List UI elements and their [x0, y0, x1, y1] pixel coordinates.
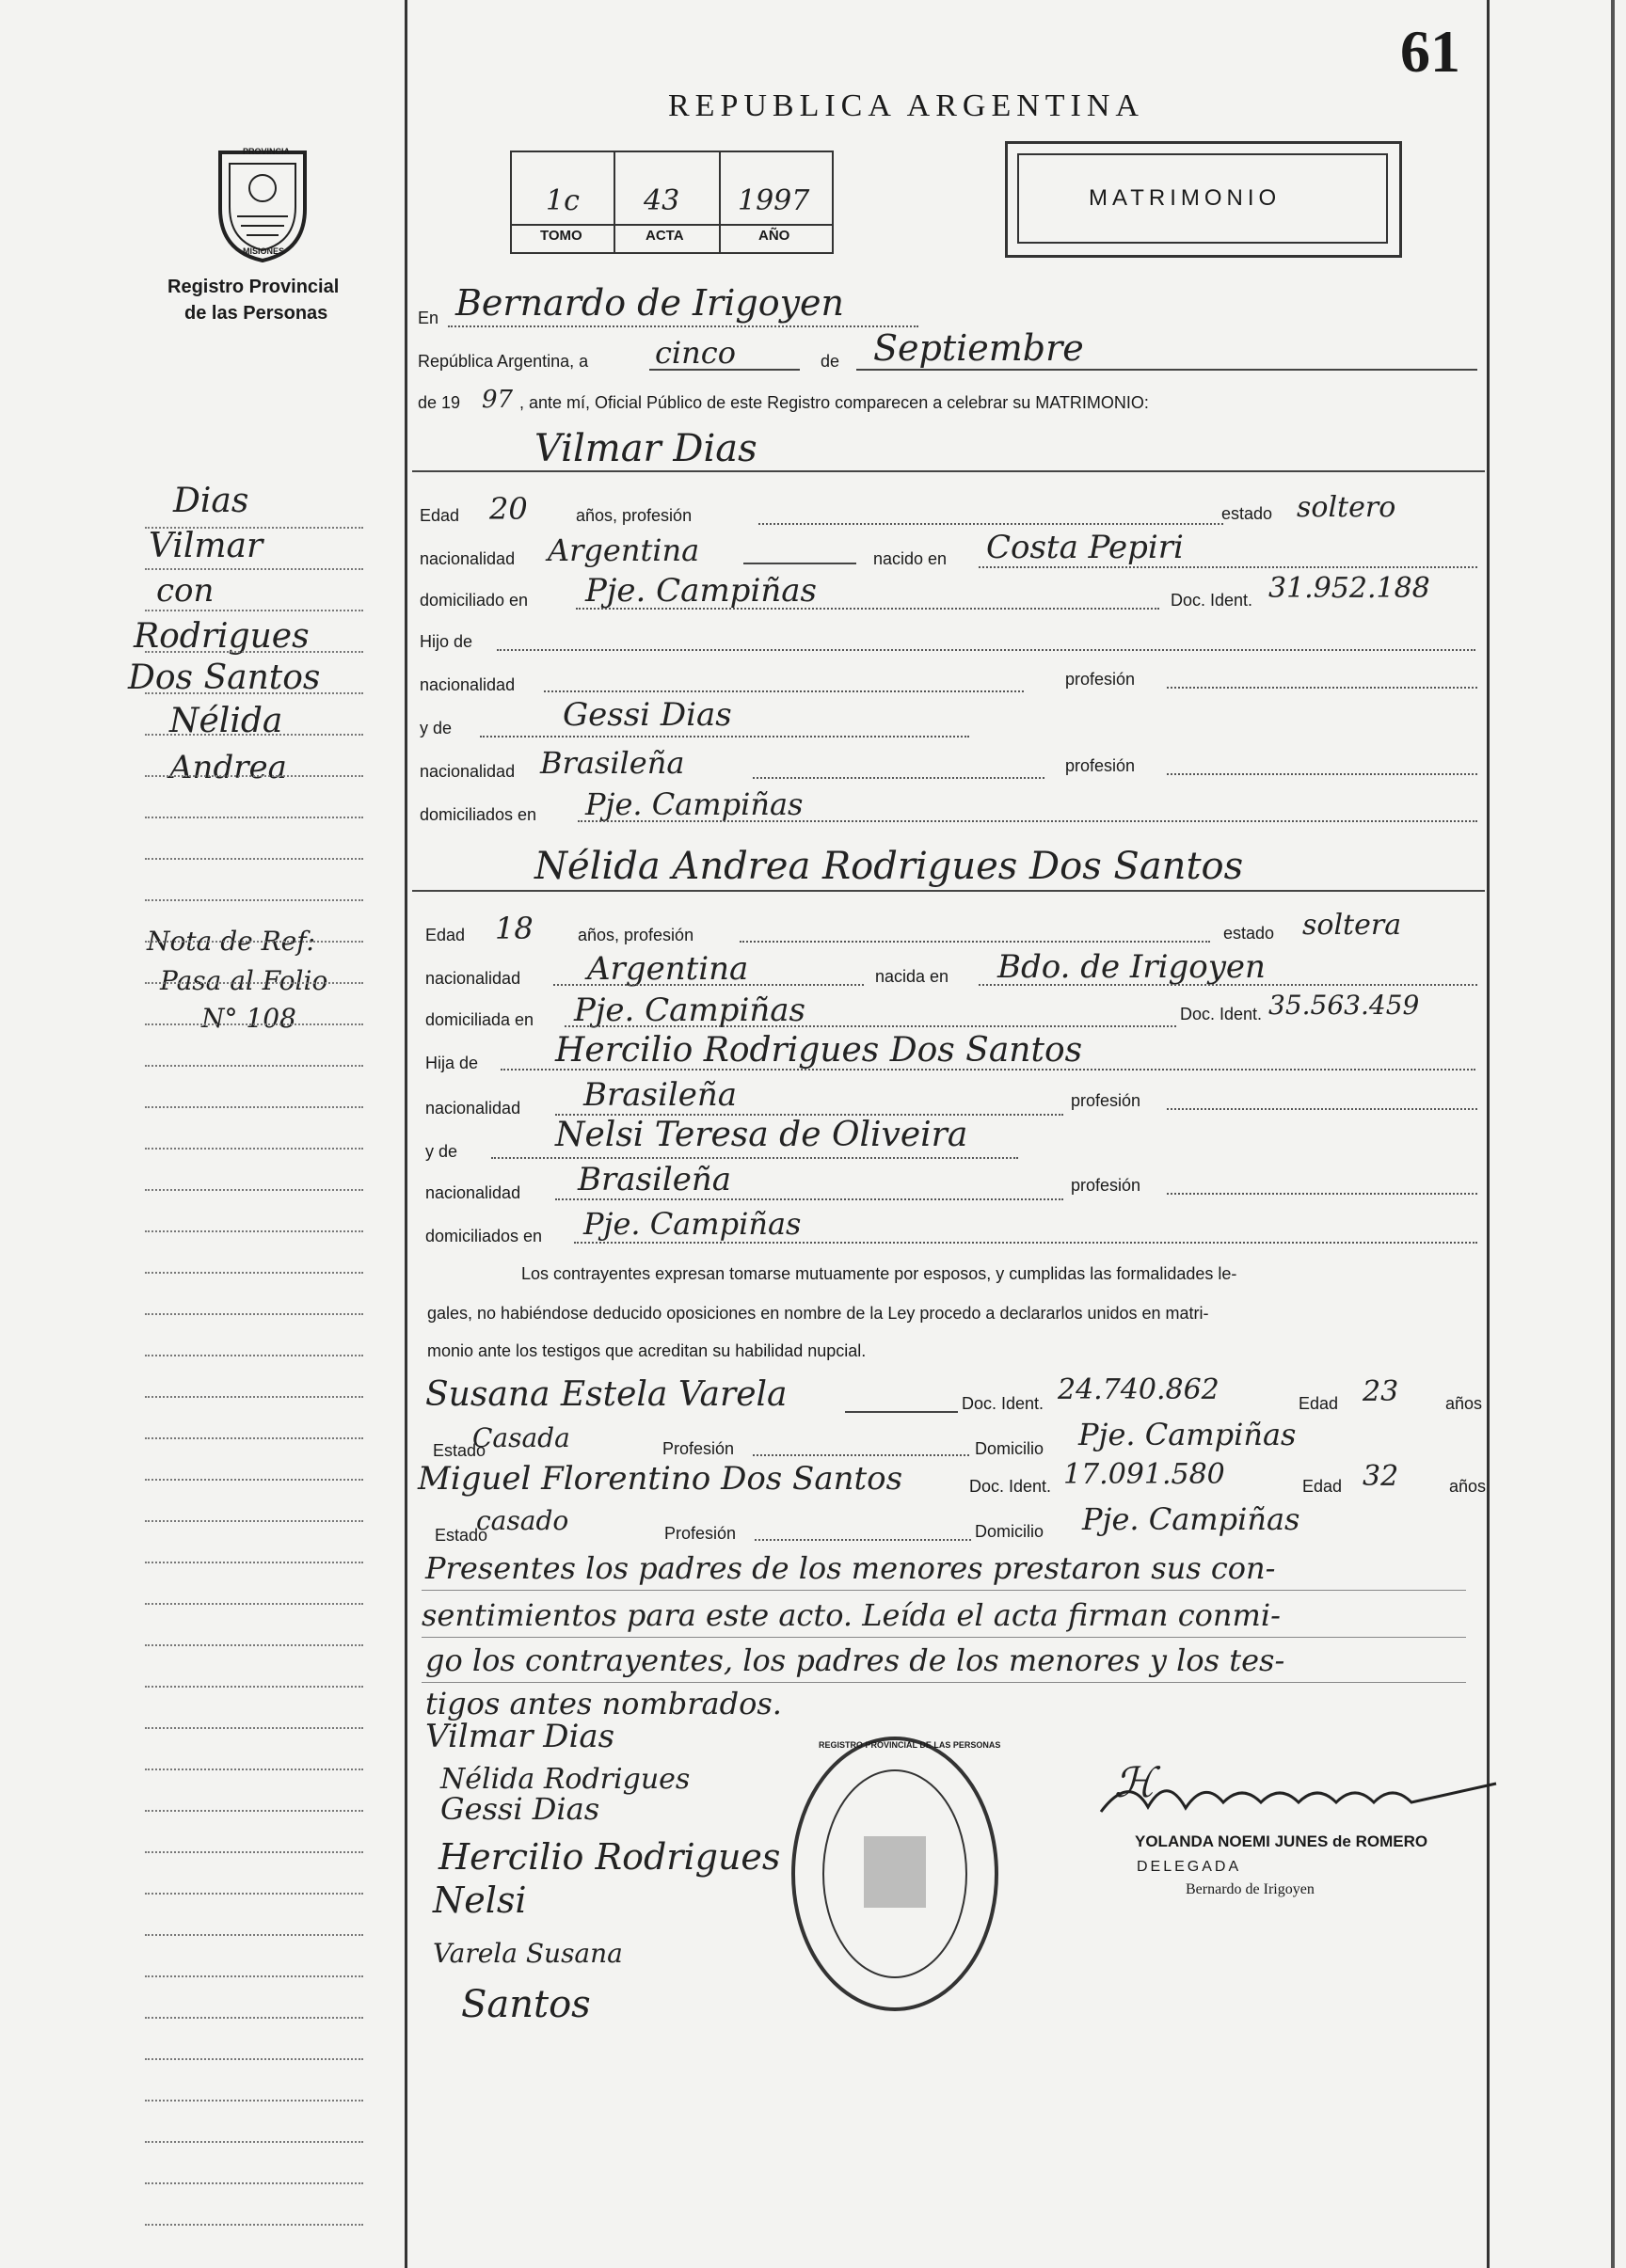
margin-guide-line	[145, 651, 363, 653]
groom-nacido-label: nacido en	[873, 549, 948, 568]
bride-prof2-label: profesión	[1071, 1176, 1141, 1195]
tomo-value: 1c	[546, 184, 580, 217]
declaration-line1: Los contrayentes expresan tomarse mutuamente por esposos, y cumplidas las formalidades le-	[521, 1264, 1237, 1283]
right-border-line	[1487, 0, 1490, 2268]
margin-guide-line	[145, 692, 363, 694]
bride-nac3-label: nacionalidad	[425, 1183, 521, 1202]
signature-6: Varela Susana	[433, 1938, 623, 1969]
margin-guide-line	[145, 1313, 363, 1315]
margin-guide-line	[145, 941, 363, 943]
statement: , ante mí, Oficial Público de este Registro comparecen a celebrar su MATRIMONIO:	[519, 393, 1149, 412]
witness2-dom-value: Pje. Campiñas	[1082, 1501, 1300, 1537]
day-value: cinco	[655, 335, 736, 371]
margin-guide-line	[145, 1686, 363, 1688]
en-value: Bernardo de Irigoyen	[455, 282, 845, 324]
margin-guide-line	[145, 1851, 363, 1853]
acta-label: ACTA	[646, 228, 684, 244]
bride-edad-value: 18	[495, 911, 534, 946]
year-value: 97	[482, 386, 514, 414]
bride-nacida-value: Bdo. de Irigoyen	[997, 948, 1266, 986]
margin-guide-line	[145, 1272, 363, 1274]
witness2-name: Miguel Florentino Dos Santos	[418, 1460, 903, 1498]
groom-edad-label: Edad	[420, 506, 460, 525]
margin-guide-line	[145, 1603, 363, 1605]
edge-line	[1611, 0, 1615, 2268]
groom-doc-value: 31.952.188	[1268, 572, 1430, 605]
groom-doc-label: Doc. Ident.	[1171, 591, 1253, 610]
margin-5: Dos Santos	[128, 658, 321, 697]
margin-guide-line	[145, 568, 363, 570]
bride-hija-label: Hija de	[425, 1054, 479, 1072]
notes-line1: Presentes los padres de los menores prestaron sus con-	[425, 1550, 1276, 1586]
witness1-name: Susana Estela Varela	[425, 1375, 788, 1414]
seal-top-text: PROVINCIA	[243, 147, 291, 156]
witness2-doc-value: 17.091.580	[1063, 1458, 1225, 1491]
margin-guide-line	[145, 899, 363, 901]
margin-guide-line	[145, 982, 363, 984]
signature-5: Nelsi	[433, 1879, 527, 1921]
signature-3: Gessi Dias	[440, 1791, 600, 1827]
groom-prof2-label: profesión	[1065, 756, 1136, 775]
margin-guide-line	[145, 1065, 363, 1067]
margin-ref-2: Pasa al Folio	[160, 965, 328, 996]
official-name: YOLANDA NOEMI JUNES de ROMERO	[1135, 1832, 1428, 1850]
margin-7: Andrea	[169, 749, 287, 786]
bride-yde-label: y de	[425, 1142, 458, 1161]
margin-guide-line	[145, 1148, 363, 1150]
bride-nac2-label: nacionalidad	[425, 1099, 521, 1118]
witness2-edad-label: Edad	[1302, 1477, 1343, 1496]
margin-guide-line	[145, 734, 363, 736]
groom-mother-value: Gessi Dias	[563, 696, 732, 734]
margin-guide-line	[145, 1644, 363, 1646]
page-number: 61	[1400, 18, 1460, 85]
acta-value: 43	[644, 184, 680, 217]
stamp-text: REGISTRO PROVINCIAL DE LAS PERSONAS	[819, 1740, 1001, 1750]
groom-edad-value: 20	[489, 491, 528, 527]
bride-nac-value: Argentina	[587, 950, 749, 988]
witness2-prof-label: Profesión	[664, 1524, 737, 1543]
margin-guide-line	[145, 1727, 363, 1729]
witness1-estado-label: Estado	[433, 1441, 486, 1460]
matrimonio-box	[1005, 141, 1402, 258]
groom-doms-label: domiciliados en	[420, 805, 537, 824]
witness2-estado-value: casado	[476, 1505, 569, 1536]
bride-father-value: Hercilio Rodrigues Dos Santos	[555, 1031, 1083, 1070]
groom-prof-label: profesión	[1065, 670, 1136, 689]
margin-guide-line	[145, 2058, 363, 2060]
signature-7: Santos	[461, 1983, 591, 2026]
margin-guide-line	[145, 2017, 363, 2019]
bride-doc-label: Doc. Ident.	[1180, 1005, 1263, 1023]
witness2-dom-label: Domicilio	[975, 1522, 1044, 1541]
margin-guide-line	[145, 1768, 363, 1770]
margin-guide-line	[145, 527, 363, 529]
bride-dom-label: domiciliada en	[425, 1010, 534, 1029]
en-label: En	[418, 309, 439, 327]
bride-mother-nac: Brasileña	[578, 1161, 731, 1198]
notes-line3: go los contrayentes, los padres de los menores y los tes-	[425, 1642, 1285, 1678]
witness1-dom-label: Domicilio	[975, 1439, 1044, 1458]
witness1-dom-value: Pje. Campiñas	[1078, 1417, 1297, 1452]
ano-value: 1997	[738, 184, 810, 217]
margin-ref-1: Nota de Ref:	[147, 926, 316, 957]
tomo-label: TOMO	[540, 228, 582, 244]
margin-4: Rodrigues	[134, 617, 310, 656]
groom-doms-value: Pje. Campiñas	[585, 786, 804, 822]
bride-anos-label: años, profesión	[578, 926, 694, 944]
declaration-line3: monio ante los testigos que acreditan su habilidad nupcial.	[427, 1341, 867, 1360]
bride-name: Nélida Andrea Rodrigues Dos Santos	[534, 845, 1244, 888]
groom-estado-label: estado	[1221, 504, 1273, 523]
witness2-anos-label: años	[1449, 1477, 1487, 1496]
bride-nacida-label: nacida en	[875, 967, 949, 986]
witness2-edad-value: 32	[1363, 1460, 1399, 1493]
left-border-line	[405, 0, 407, 2268]
bride-doc-value: 35.563.459	[1268, 990, 1420, 1021]
de-label: de	[821, 352, 840, 371]
groom-dom-value: Pje. Campiñas	[585, 572, 817, 610]
ano-label: AÑO	[758, 228, 790, 244]
groom-estado-value: soltero	[1297, 491, 1396, 524]
groom-name: Vilmar Dias	[534, 427, 757, 470]
notes-line2: sentimientos para este acto. Leída el acta firman conmi-	[422, 1597, 1281, 1633]
bride-doms-value: Pje. Campiñas	[583, 1206, 802, 1242]
bride-nac-label: nacionalidad	[425, 969, 521, 988]
witness1-prof-label: Profesión	[662, 1439, 735, 1458]
margin-guide-line	[145, 1810, 363, 1812]
bride-doms-label: domiciliados en	[425, 1227, 543, 1245]
groom-nac-label: nacionalidad	[420, 549, 516, 568]
margin-3: con	[156, 572, 215, 610]
official-title: DELEGADA	[1137, 1859, 1242, 1875]
margin-guide-line	[145, 1479, 363, 1481]
margin-guide-line	[145, 1562, 363, 1563]
republica-label: República Argentina, a	[418, 352, 589, 371]
volume-table	[510, 151, 834, 254]
bride-father-nac: Brasileña	[583, 1076, 737, 1114]
bride-estado-value: soltera	[1302, 909, 1402, 942]
groom-mother-nac: Brasileña	[540, 745, 685, 781]
registry-line2: de las Personas	[184, 303, 328, 324]
groom-dom-label: domiciliado en	[420, 591, 529, 610]
bride-edad-label: Edad	[425, 926, 466, 944]
matrimonio-label: MATRIMONIO	[1089, 185, 1282, 211]
groom-hijo-label: Hijo de	[420, 632, 473, 651]
witness1-edad-value: 23	[1363, 1375, 1399, 1408]
margin-1: Dias	[173, 482, 249, 520]
signature-2: Nélida Rodrigues	[440, 1763, 691, 1796]
bride-mother-value: Nelsi Teresa de Oliveira	[555, 1116, 968, 1154]
witness1-edad-label: Edad	[1299, 1394, 1339, 1413]
margin-guide-line	[145, 1934, 363, 1936]
groom-nac3-label: nacionalidad	[420, 762, 516, 781]
margin-guide-line	[145, 1893, 363, 1895]
margin-guide-line	[145, 2224, 363, 2226]
seal-bottom-text: MISIONES	[243, 246, 285, 256]
official-signature-scrawl	[1092, 1765, 1506, 1831]
bride-dom-value: Pje. Campiñas	[574, 991, 805, 1029]
year-prefix: de 19	[418, 393, 461, 412]
margin-guide-line	[145, 2182, 363, 2184]
registry-line1: Registro Provincial	[167, 277, 340, 297]
groom-yde-label: y de	[420, 719, 453, 737]
signature-1: Vilmar Dias	[425, 1718, 615, 1755]
margin-guide-line	[145, 2100, 363, 2101]
official-location: Bernardo de Irigoyen	[1186, 1881, 1315, 1897]
groom-nacido-value: Costa Pepiri	[986, 529, 1184, 566]
official-signature: ℋ	[1114, 1759, 1156, 1807]
groom-anos-label: años, profesión	[576, 506, 693, 525]
margin-guide-line	[145, 1975, 363, 1977]
witness1-doc-label: Doc. Ident.	[962, 1394, 1044, 1413]
margin-guide-line	[145, 1189, 363, 1191]
margin-2: Vilmar	[149, 527, 263, 565]
witness2-estado-label: Estado	[435, 1526, 488, 1545]
margin-guide-line	[145, 2141, 363, 2143]
margin-guide-line	[145, 1230, 363, 1232]
witness1-doc-value: 24.740.862	[1058, 1373, 1220, 1406]
margin-guide-line	[145, 1437, 363, 1439]
declaration-line2: gales, no habiéndose deducido oposiciones en nombre de la Ley procedo a declararlos unidos en matri-	[427, 1304, 1209, 1323]
margin-guide-line	[145, 817, 363, 818]
groom-nac-value: Argentina	[548, 532, 700, 568]
margin-guide-line	[145, 858, 363, 860]
signature-4: Hercilio Rodrigues	[438, 1836, 781, 1878]
margin-guide-line	[145, 1520, 363, 1522]
margin-guide-line	[145, 775, 363, 777]
country-title: REPUBLICA ARGENTINA	[668, 88, 1144, 123]
witness2-doc-label: Doc. Ident.	[969, 1477, 1052, 1496]
groom-nac2-label: nacionalidad	[420, 675, 516, 694]
bride-estado-label: estado	[1223, 924, 1275, 943]
witness1-estado-value: Casada	[472, 1422, 570, 1453]
margin-guide-line	[145, 610, 363, 611]
witness1-anos-label: años	[1445, 1394, 1483, 1413]
margin-guide-line	[145, 1355, 363, 1356]
margin-guide-line	[145, 1106, 363, 1108]
margin-6: Nélida	[169, 702, 283, 740]
margin-guide-line	[145, 1396, 363, 1398]
margin-ref-3: N° 108	[201, 1003, 296, 1034]
official-stamp-icon	[789, 1733, 1001, 2015]
month-value: Septiembre	[873, 327, 1084, 369]
bride-prof-label: profesión	[1071, 1091, 1141, 1110]
margin-guide-line	[145, 1023, 363, 1025]
notes-line4: tigos antes nombrados.	[425, 1686, 782, 1721]
